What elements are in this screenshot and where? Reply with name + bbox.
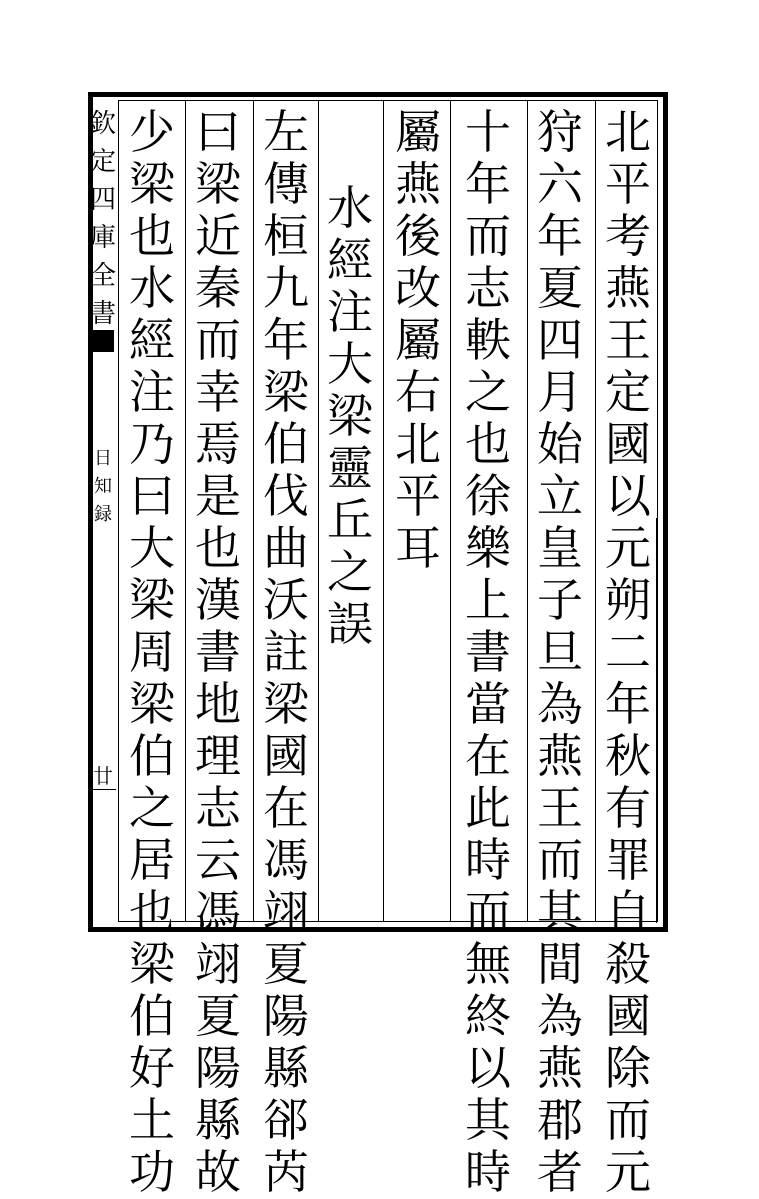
margin-book-title [92,445,114,529]
glyph: 全 [90,261,117,291]
glyph: 北 [395,417,441,471]
glyph: 上 [465,573,511,627]
glyph: 陽 [263,989,309,1043]
glyph: 誤 [327,597,373,651]
glyph: 也 [465,417,511,471]
glyph: 有 [605,781,651,835]
glyph: 此 [465,781,511,835]
glyph: 以 [605,469,651,523]
glyph: 也 [129,885,175,939]
glyph: 云 [195,833,241,887]
glyph: 翊 [195,937,241,991]
glyph: 國 [263,729,309,783]
glyph: 北 [605,105,651,159]
glyph: 年 [537,209,583,263]
glyph: 而 [465,209,511,263]
glyph: 耳 [395,521,441,575]
glyph: 之 [327,545,373,599]
text-column [258,106,314,1198]
glyph: 録 [94,504,112,525]
glyph: 居 [129,833,175,887]
glyph: 左 [263,105,309,159]
glyph: 梁 [263,677,309,731]
glyph: 為 [537,989,583,1043]
glyph: 樂 [465,521,511,575]
glyph: 國 [605,417,651,471]
glyph: 年 [605,677,651,731]
glyph: 右 [395,365,441,419]
glyph: 郤 [263,1093,309,1147]
glyph: 子 [537,573,583,627]
glyph: 間 [537,937,583,991]
glyph: 幸 [195,365,241,419]
glyph: 時 [465,1145,511,1199]
glyph: 之 [129,781,175,835]
text-column [322,182,378,650]
glyph: 十 [465,105,511,159]
glyph: 書 [90,299,117,329]
glyph: 徐 [465,469,511,523]
glyph: 當 [465,677,511,731]
glyph: 靈 [327,441,373,495]
glyph: 書 [465,625,511,679]
text-column [190,106,246,1198]
glyph: 伐 [263,469,309,523]
glyph: 知 [94,476,112,497]
glyph: 是 [195,469,241,523]
glyph: 馮 [263,833,309,887]
glyph: 月 [537,365,583,419]
text-column [460,106,516,1198]
glyph: 而 [465,885,511,939]
glyph: 國 [605,989,651,1043]
glyph: 皇 [537,521,583,575]
glyph: 之 [465,365,511,419]
glyph: 其 [537,885,583,939]
column-rule [318,100,319,922]
glyph: 燕 [537,1041,583,1095]
text-column [390,106,446,574]
glyph: 郡 [537,1093,583,1147]
glyph: 志 [465,261,511,315]
glyph: 朔 [605,573,651,627]
glyph: 年 [465,157,511,211]
glyph: 定 [605,365,651,419]
glyph: 好 [129,1041,175,1095]
border-tick-line [656,518,657,923]
column-rule [383,100,384,922]
glyph: 功 [129,1145,175,1199]
glyph: 地 [195,677,241,731]
glyph: 庫 [90,223,117,253]
glyph: 狩 [537,105,583,159]
glyph: 四 [90,185,117,215]
glyph: 經 [327,233,373,287]
glyph: 秋 [605,729,651,783]
glyph: 梁 [129,573,175,627]
glyph: 梁 [327,389,373,443]
glyph: 自 [605,885,651,939]
glyph: 故 [195,1145,241,1199]
glyph: 燕 [537,729,583,783]
glyph: 而 [605,1093,651,1147]
glyph: 王 [537,781,583,835]
glyph: 漢 [195,573,241,627]
glyph: 以 [465,1041,511,1095]
glyph: 梁 [129,677,175,731]
glyph: 後 [395,209,441,263]
glyph: 考 [605,209,651,263]
glyph: 王 [605,313,651,367]
glyph: 曰 [195,105,241,159]
glyph: 馮 [195,885,241,939]
glyph: 伯 [263,417,309,471]
glyph: 改 [395,261,441,315]
glyph: 平 [605,157,651,211]
glyph: 理 [195,729,241,783]
glyph: 欽 [90,109,117,139]
glyph: 其 [465,1093,511,1147]
glyph: 大 [327,337,373,391]
glyph: 九 [263,261,309,315]
glyph: 周 [129,625,175,679]
glyph: 經 [129,313,175,367]
glyph: 也 [195,521,241,575]
glyph: 曲 [263,521,309,575]
glyph: 元 [605,1145,651,1199]
glyph: 平 [395,469,441,523]
text-column [532,106,588,1198]
glyph: 梁 [129,157,175,211]
glyph: 注 [129,365,175,419]
glyph: 縣 [195,1093,241,1147]
glyph: 夏 [537,261,583,315]
glyph: 六 [537,157,583,211]
glyph: 水 [129,261,175,315]
glyph: 近 [195,209,241,263]
glyph: 時 [465,833,511,887]
glyph: 終 [465,989,511,1043]
text-column [600,106,656,1198]
column-rule [253,100,254,922]
glyph: 燕 [605,261,651,315]
glyph: 燕 [395,157,441,211]
glyph: 在 [263,781,309,835]
glyph: 少 [129,105,175,159]
glyph: 志 [195,781,241,835]
glyph: 軼 [465,313,511,367]
glyph: 梁 [263,365,309,419]
column-rule [527,100,528,922]
margin-black-block [92,330,114,352]
glyph: 秦 [195,261,241,315]
glyph: 土 [129,1093,175,1147]
glyph: 而 [537,833,583,887]
margin-page-number: 廿 [90,760,116,790]
glyph: 焉 [195,417,241,471]
glyph: 年 [263,313,309,367]
glyph: 注 [327,285,373,339]
glyph: 日 [94,448,112,469]
glyph: 為 [537,677,583,731]
glyph: 梁 [195,157,241,211]
glyph: 梁 [129,937,175,991]
glyph: 元 [605,521,651,575]
column-rule [450,100,451,922]
glyph: 罪 [605,833,651,887]
glyph: 陽 [195,1041,241,1095]
glyph: 翊 [263,885,309,939]
glyph: 伯 [129,729,175,783]
glyph: 者 [537,1145,583,1199]
glyph: 而 [195,313,241,367]
glyph: 丘 [327,493,373,547]
glyph: 始 [537,417,583,471]
glyph: 四 [537,313,583,367]
text-column [124,106,180,1198]
glyph: 傳 [263,157,309,211]
glyph: 伯 [129,989,175,1043]
glyph: 殺 [605,937,651,991]
column-rule [595,100,596,922]
glyph: 水 [327,181,373,235]
glyph: 也 [129,209,175,263]
glyph: 桓 [263,209,309,263]
glyph: 註 [263,625,309,679]
margin-series-title [90,105,116,333]
glyph: 立 [537,469,583,523]
glyph: 旦 [537,625,583,679]
glyph: 大 [129,521,175,575]
glyph: 書 [195,625,241,679]
glyph: 屬 [395,105,441,159]
glyph: 在 [465,729,511,783]
glyph: 沃 [263,573,309,627]
glyph: 屬 [395,313,441,367]
glyph: 定 [90,147,117,177]
glyph: 曰 [129,469,175,523]
glyph: 芮 [263,1145,309,1199]
glyph: 二 [605,625,651,679]
glyph: 縣 [263,1041,309,1095]
glyph: 乃 [129,417,175,471]
column-rule [185,100,186,922]
glyph: 無 [465,937,511,991]
glyph: 夏 [195,989,241,1043]
glyph: 夏 [263,937,309,991]
glyph: 除 [605,1041,651,1095]
